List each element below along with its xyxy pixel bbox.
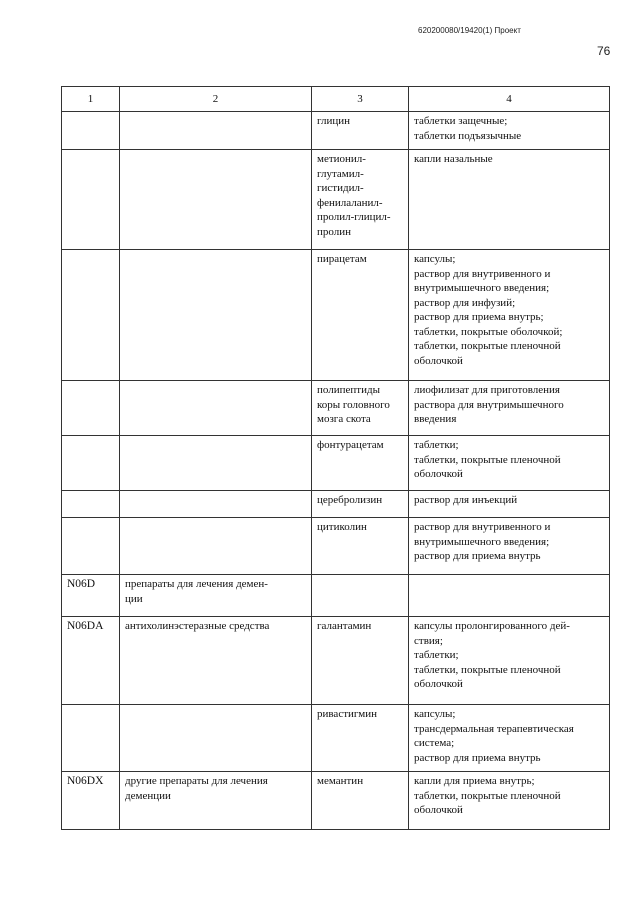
cell-text-line: лиофилизат для приготовления bbox=[414, 384, 560, 397]
cell-text-line: система; bbox=[414, 737, 455, 750]
atc-code-cell bbox=[62, 705, 120, 772]
atc-code-cell bbox=[62, 772, 120, 830]
drug-name-cell bbox=[312, 250, 409, 381]
cell-text-line: деменции bbox=[125, 789, 171, 802]
table-row bbox=[62, 617, 610, 705]
cell-text-line: раствор для инфузий; bbox=[414, 296, 516, 309]
cell-text-line: капли для приема внутрь; bbox=[414, 775, 535, 788]
cell-text-line: метионил- bbox=[317, 153, 366, 166]
cell-text-line: оболочкой bbox=[414, 804, 463, 817]
drug-name-cell bbox=[312, 617, 409, 705]
dosage-forms-cell bbox=[409, 518, 610, 575]
cell-text-line: оболочкой bbox=[414, 678, 463, 691]
group-name-cell bbox=[120, 491, 312, 518]
drug-name-cell bbox=[312, 705, 409, 772]
dosage-forms-cell bbox=[409, 617, 610, 705]
cell-text-line: внутримышечного введения; bbox=[414, 535, 550, 548]
document-code: 620200080/19420(1) Проект bbox=[418, 26, 521, 35]
cell-text-line: гистидил- bbox=[317, 182, 364, 195]
dosage-forms-cell bbox=[409, 250, 610, 381]
cell-text-line: таблетки, покрытые оболочкой; bbox=[414, 325, 563, 338]
cell-text-line: таблетки, покрытые пленочной bbox=[414, 340, 561, 353]
cell-text-line: таблетки; bbox=[414, 439, 459, 452]
cell-text-line: другие препараты для лечения bbox=[125, 775, 268, 788]
dosage-forms-cell bbox=[409, 575, 610, 617]
cell-text-line: раствора для внутримышечного bbox=[414, 398, 564, 411]
cell-text-line: пролил-глицил- bbox=[317, 211, 391, 224]
group-name-cell bbox=[120, 112, 312, 150]
table-row bbox=[62, 491, 610, 518]
cell-text-line: раствор для инъекций bbox=[414, 494, 518, 507]
drug-table bbox=[61, 86, 610, 830]
atc-code-cell bbox=[62, 436, 120, 491]
cell-text-line: таблетки защечные; bbox=[414, 115, 508, 127]
table-row bbox=[62, 250, 610, 381]
cell-text-line: таблетки, покрытые пленочной bbox=[414, 453, 561, 466]
cell-text-line: пролин bbox=[317, 225, 352, 238]
table-row bbox=[62, 705, 610, 772]
group-name-cell bbox=[120, 436, 312, 491]
cell-text-line: оболочкой bbox=[414, 468, 463, 481]
dosage-forms-cell bbox=[409, 112, 610, 150]
table-row bbox=[62, 381, 610, 436]
column-header-2: 2 bbox=[120, 87, 312, 112]
group-name-cell bbox=[120, 617, 312, 705]
cell-text-line: таблетки; bbox=[414, 649, 459, 662]
table-row bbox=[62, 150, 610, 250]
atc-code-cell bbox=[62, 518, 120, 575]
group-name-cell bbox=[120, 575, 312, 617]
dosage-forms-cell bbox=[409, 705, 610, 772]
cell-text-line: раствор для приема внутрь bbox=[414, 550, 541, 563]
column-header-3: 3 bbox=[312, 87, 409, 112]
cell-text-line: оболочкой bbox=[414, 354, 463, 367]
cell-text-line: N06DA bbox=[67, 620, 104, 633]
group-name-cell bbox=[120, 381, 312, 436]
table-row bbox=[62, 112, 610, 150]
column-header-1: 1 bbox=[62, 87, 120, 112]
cell-text-line: фонтурацетам bbox=[317, 439, 384, 452]
cell-text-line: N06DX bbox=[67, 775, 104, 788]
cell-text-line: мемантин bbox=[317, 775, 364, 788]
atc-code-cell bbox=[62, 575, 120, 617]
table-header-row bbox=[62, 87, 610, 112]
atc-code-cell bbox=[62, 112, 120, 150]
dosage-forms-cell bbox=[409, 150, 610, 250]
cell-text-line: капли назальные bbox=[414, 153, 493, 166]
group-name-cell bbox=[120, 150, 312, 250]
cell-text-line: галантамин bbox=[317, 620, 372, 633]
cell-text-line: препараты для лечения демен- bbox=[125, 578, 268, 591]
drug-name-cell bbox=[312, 112, 409, 150]
cell-text-line: фенилаланил- bbox=[317, 196, 383, 209]
cell-text-line: глутамил- bbox=[317, 167, 364, 180]
table-row bbox=[62, 518, 610, 575]
drug-name-cell bbox=[312, 575, 409, 617]
cell-text-line: трансдермальная терапевтическая bbox=[414, 722, 574, 735]
cell-text-line: церебролизин bbox=[317, 494, 383, 507]
cell-text-line: глицин bbox=[317, 115, 350, 127]
cell-text-line: раствор для внутривенного и bbox=[414, 521, 551, 534]
cell-text-line: капсулы пролонгированного дей- bbox=[414, 620, 570, 633]
table-row bbox=[62, 575, 610, 617]
cell-text-line: капсулы; bbox=[414, 253, 456, 266]
column-header-4: 4 bbox=[409, 87, 610, 112]
atc-code-cell bbox=[62, 250, 120, 381]
cell-text-line: ствия; bbox=[414, 634, 443, 647]
cell-text-line: таблетки, покрытые пленочной bbox=[414, 789, 561, 802]
cell-text-line: полипептиды bbox=[317, 384, 380, 397]
page-number: 76 bbox=[597, 44, 611, 58]
cell-text-line: ривастигмин bbox=[317, 708, 377, 721]
table-row bbox=[62, 772, 610, 830]
cell-text-line: мозга скота bbox=[317, 413, 371, 426]
cell-text-line: внутримышечного введения; bbox=[414, 282, 550, 295]
group-name-cell bbox=[120, 772, 312, 830]
drug-name-cell bbox=[312, 772, 409, 830]
table-row bbox=[62, 436, 610, 491]
drug-name-cell bbox=[312, 436, 409, 491]
cell-text-line: таблетки подъязычные bbox=[414, 129, 522, 142]
dosage-forms-cell bbox=[409, 491, 610, 518]
drug-name-cell bbox=[312, 381, 409, 436]
cell-text-line: коры головного bbox=[317, 398, 390, 411]
cell-text-line: раствор для приема внутрь; bbox=[414, 311, 544, 324]
cell-text-line: раствор для приема внутрь bbox=[414, 751, 541, 764]
atc-code-cell bbox=[62, 617, 120, 705]
drug-name-cell bbox=[312, 491, 409, 518]
atc-code-cell bbox=[62, 150, 120, 250]
cell-text-line: цитиколин bbox=[317, 521, 367, 534]
cell-text-line: капсулы; bbox=[414, 708, 456, 721]
cell-text-line: N06D bbox=[67, 578, 96, 591]
dosage-forms-cell bbox=[409, 436, 610, 491]
dosage-forms-cell bbox=[409, 381, 610, 436]
cell-text-line: пирацетам bbox=[317, 253, 367, 266]
cell-text-line: раствор для внутривенного и bbox=[414, 267, 551, 280]
cell-text-line: введения bbox=[414, 413, 457, 426]
cell-text-line: антихолинэстеразные средства bbox=[125, 620, 270, 633]
group-name-cell bbox=[120, 518, 312, 575]
cell-text-line: ции bbox=[125, 592, 143, 605]
dosage-forms-cell bbox=[409, 772, 610, 830]
drug-name-cell bbox=[312, 518, 409, 575]
group-name-cell bbox=[120, 705, 312, 772]
cell-text-line: таблетки, покрытые пленочной bbox=[414, 663, 561, 676]
group-name-cell bbox=[120, 250, 312, 381]
atc-code-cell bbox=[62, 491, 120, 518]
atc-code-cell bbox=[62, 381, 120, 436]
drug-name-cell bbox=[312, 150, 409, 250]
